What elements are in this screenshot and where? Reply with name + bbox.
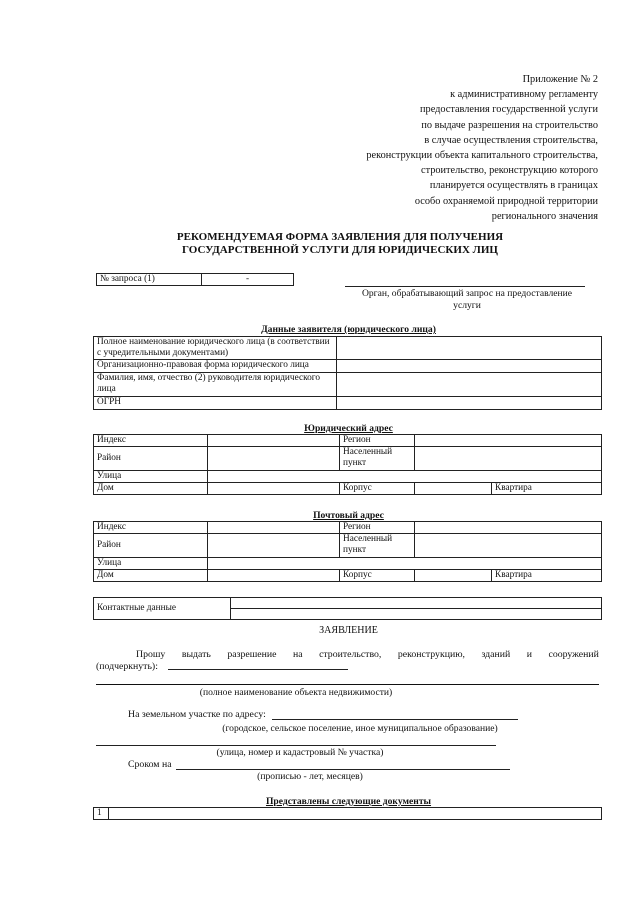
land-field[interactable]: [272, 717, 518, 720]
request-number-field[interactable]: [202, 274, 294, 286]
legal-street-label: Улица: [94, 471, 208, 483]
postal-house-label: Дом: [94, 570, 208, 582]
legal-region-label: Регион: [340, 435, 415, 447]
underline-choice-field[interactable]: [168, 667, 348, 670]
request-word: разрешение: [227, 649, 277, 660]
legal-building-field[interactable]: [415, 483, 492, 495]
legal-street-field[interactable]: [208, 471, 602, 483]
request-number-dash: -: [245, 274, 250, 284]
postal-street-field[interactable]: [208, 558, 602, 570]
appendix-line: планируется осуществлять в границах: [429, 180, 598, 192]
land-caption: (городское, сельское поселение, иное муниципальное образование): [222, 723, 498, 734]
underline-hint: (подчеркнуть):: [96, 661, 158, 672]
applicant-director-label: Фамилия, имя, отчество (2) руководителя юридического лица: [94, 373, 337, 397]
legal-apartment-cell[interactable]: [492, 483, 602, 495]
postal-district-field[interactable]: [208, 534, 340, 558]
applicant-legal-form-field[interactable]: [337, 360, 602, 373]
documents-table: [93, 807, 602, 820]
contacts-field-divider: [231, 598, 601, 609]
term-caption: (прописью - лет, месяцев): [257, 771, 363, 782]
object-caption: (полное наименование объекта недвижимости): [199, 687, 393, 698]
organ-caption: Орган, обрабатывающий запрос на предоставление услуги: [361, 288, 573, 311]
postal-district-label: Район: [94, 534, 208, 558]
statement-request-line: [136, 649, 599, 661]
form-title: [150, 231, 530, 257]
street-caption: (улица, номер и кадастровый № участка): [216, 747, 384, 758]
appendix-line: в случае осуществления строительства,: [424, 134, 598, 146]
street-field[interactable]: [96, 743, 496, 746]
title-line-2: ГОСУДАРСТВЕННОЙ УСЛУГИ ДЛЯ ЮРИДИЧЕСКИХ ЛИЦ: [182, 244, 498, 256]
request-word: выдать: [181, 649, 211, 660]
postal-address-table: [93, 521, 602, 582]
legal-index-label: Индекс: [94, 435, 208, 447]
legal-settlement-field[interactable]: [415, 447, 602, 471]
postal-index-label: Индекс: [94, 522, 208, 534]
request-word: строительство,: [319, 649, 382, 660]
appendix-line: предоставления государственной услуги: [420, 104, 598, 116]
contacts-label: Контактные данные: [94, 598, 231, 620]
request-word: и: [526, 649, 532, 660]
legal-house-field[interactable]: [208, 483, 340, 495]
request-number-table: [96, 273, 294, 286]
legal-district-label: Район: [94, 447, 208, 471]
land-label: На земельном участке по адресу:: [128, 709, 266, 720]
applicant-table: [93, 336, 602, 410]
appendix-line: к административному регламенту: [450, 89, 598, 101]
legal-building-label: Корпус: [340, 483, 415, 495]
legal-district-field[interactable]: [208, 447, 340, 471]
object-name-field[interactable]: [96, 682, 599, 685]
postal-house-field[interactable]: [208, 570, 340, 582]
legal-house-label: Дом: [94, 483, 208, 495]
appendix-block: [268, 72, 598, 224]
request-word: зданий: [481, 649, 511, 660]
postal-index-field[interactable]: [208, 522, 340, 534]
applicant-full-name-field[interactable]: [337, 337, 602, 360]
request-word: на: [292, 649, 303, 660]
request-number-label: № запроса (1): [97, 274, 202, 286]
legal-index-field[interactable]: [208, 435, 340, 447]
request-word: сооружений: [548, 649, 599, 660]
statement-heading: ЗАЯВЛЕНИЕ: [319, 625, 378, 636]
legal-apartment-label: Квартира: [495, 483, 532, 493]
appendix-line: особо охраняемой природной территории: [414, 195, 598, 207]
applicant-heading: Данные заявителя (юридического лица): [261, 324, 436, 335]
postal-apartment-cell[interactable]: [492, 570, 602, 582]
appendix-line: реконструкции объекта капитального строительства,: [366, 150, 598, 162]
applicant-full-name-label: Полное наименование юридического лица (в соответствии с учредительными документами): [94, 337, 337, 360]
appendix-line: по выдаче разрешения на строительство: [421, 119, 598, 131]
postal-street-label: Улица: [94, 558, 208, 570]
request-word: Прошу: [136, 649, 166, 660]
term-label: Сроком на: [128, 759, 172, 770]
postal-building-label: Корпус: [340, 570, 415, 582]
postal-settlement-field[interactable]: [415, 534, 602, 558]
title-line-1: РЕКОМЕНДУЕМАЯ ФОРМА ЗАЯВЛЕНИЯ ДЛЯ ПОЛУЧЕНИЯ: [176, 231, 504, 243]
appendix-line: регионального значения: [491, 210, 598, 222]
organ-line: [345, 284, 585, 287]
postal-region-label: Регион: [340, 522, 415, 534]
postal-settlement-label: Населенный пункт: [340, 534, 415, 558]
postal-region-field[interactable]: [415, 522, 602, 534]
document-number-1: 1: [94, 808, 109, 820]
applicant-legal-form-label: Организационно-правовая форма юридического лица: [94, 360, 337, 373]
legal-address-heading: Юридический адрес: [304, 423, 393, 434]
postal-apartment-label: Квартира: [495, 570, 532, 580]
term-field[interactable]: [176, 767, 510, 770]
postal-building-field[interactable]: [415, 570, 492, 582]
documents-heading: Представлены следующие документы: [265, 796, 432, 807]
legal-address-table: [93, 434, 602, 495]
applicant-director-field[interactable]: [337, 373, 602, 397]
legal-region-field[interactable]: [415, 435, 602, 447]
contacts-field[interactable]: [231, 598, 602, 620]
document-field-1[interactable]: [109, 808, 602, 820]
appendix-line: строительство, реконструкцию которого: [421, 165, 598, 177]
applicant-ogrn-label: ОГРН: [94, 397, 337, 410]
request-word: реконструкцию,: [397, 649, 465, 660]
postal-address-heading: Почтовый адрес: [313, 510, 384, 521]
contacts-table: [93, 597, 602, 620]
appendix-line: Приложение № 2: [522, 74, 598, 85]
legal-settlement-label: Населенный пункт: [340, 447, 415, 471]
applicant-ogrn-field[interactable]: [337, 397, 602, 410]
